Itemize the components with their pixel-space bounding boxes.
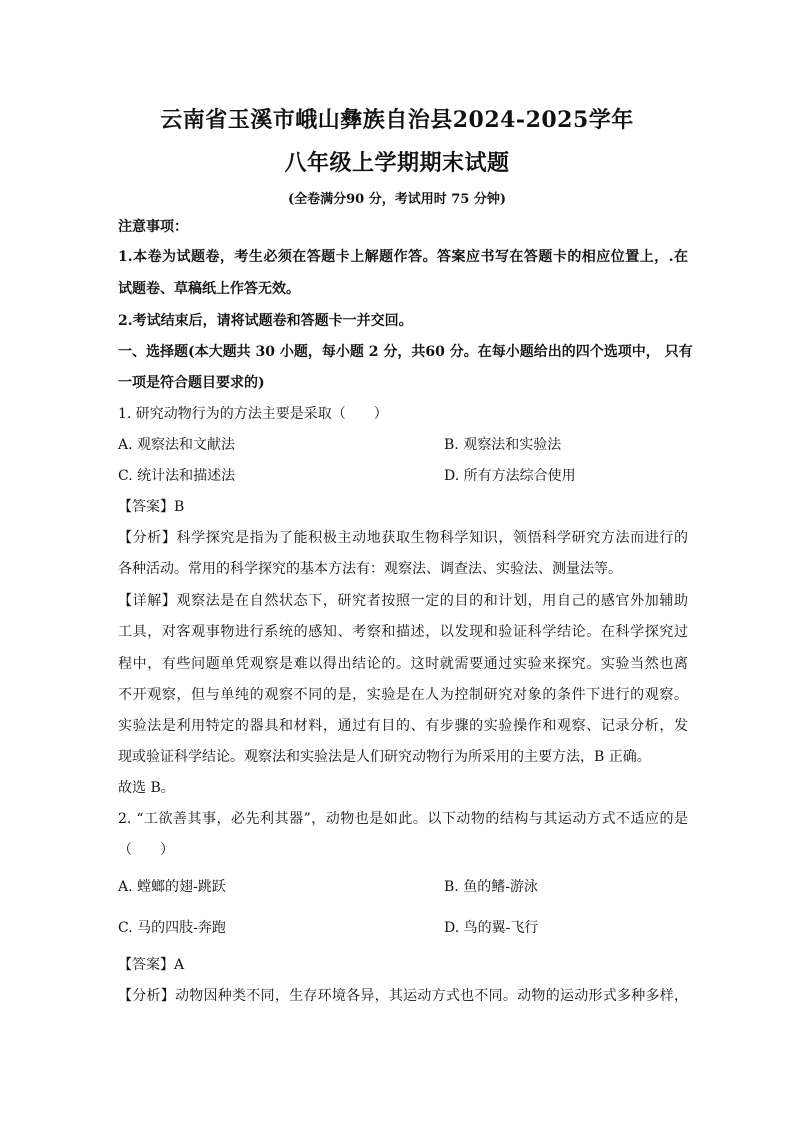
q1-option-c: C. 统计法和描述法 [118,468,236,484]
section1-heading-line1: 一、选择题(本大题共 30 小题，每小题 2 分，共60 分。在每小题给出的四个选项中， 只有 [118,344,693,360]
q1-answer: 【答案】B [118,499,185,515]
q1-detail-line3: 程中，有些问题单凭观察是难以得出结论的。这时就需要通过实验来探究。实验当然也离 [118,656,688,672]
notes-heading: 注意事项： [118,219,188,235]
q2-option-b: B. 鱼的鳍-游泳 [444,879,538,895]
q1-analysis-line1: 【分析】科学探究是指为了能积极主动地获取生物科学知识，领悟科学研究方法而进行的 [118,530,688,546]
exam-title-line1: 云南省玉溪市峨山彝族自治县2024-2025学年 [160,107,634,133]
q2-stem-line1: 2. “工欲善其事，必先利其器”，动物也是如此。以下动物的结构与其运动方式不适应的是 [118,811,688,827]
q2-option-a: A. 螳螂的翅-跳跃 [118,879,226,895]
q1-stem: 1. 研究动物行为的方法主要是采取（ ） [118,406,388,422]
exam-title-line2: 八年级上学期期末试题 [284,150,510,176]
section1-heading-line2: 一项是符合题目要求的) [118,375,265,391]
q1-detail-line6: 现或验证科学结论。观察法和实验法是人们研究动物行为所采用的主要方法，B 正确。 [118,749,651,765]
q1-analysis-line2: 各种活动。常用的科学探究的基本方法有：观察法、调查法、实验法、测量法等。 [118,561,622,577]
q1-option-a: A. 观察法和文献法 [118,437,236,453]
notes-item1-line1: 1.本卷为试题卷，考生必须在答题卡上解题作答。答案应书写在答题卡的相应位置上，.在 [118,249,688,265]
q1-detail-line1: 【详解】观察法是在自然状态下，研究者按照一定的目的和计划，用自己的感官外加辅助 [118,593,688,609]
q2-option-d: D. 鸟的翼-飞行 [444,920,539,936]
q2-stem-line2: （ ） [118,842,174,858]
q1-conclusion: 故选 B。 [118,780,175,796]
exam-subtitle: (全卷满分90 分，考试用时 75 分钟) [287,192,507,207]
q2-option-c: C. 马的四肢-奔跑 [118,920,226,936]
q1-detail-line5: 实验法是利用特定的器具和材料，通过有目的、有步骤的实验操作和观察、记录分析，发 [118,718,688,734]
notes-item1-line2: 试题卷、草稿纸上作答无效。 [118,281,300,297]
notes-item2: 2.考试结束后，请将试题卷和答题卡一并交回。 [118,313,413,329]
q1-detail-line4: 不开观察，但与单纯的观察不同的是，实验是在人为控制研究对象的条件下进行的观察。 [118,687,688,703]
q1-detail-line2: 工具，对客观事物进行系统的感知、考察和描述，以发现和验证科学结论。在科学探究过 [118,624,688,640]
q1-option-b: B. 观察法和实验法 [444,437,562,453]
q2-analysis-line1: 【分析】动物因种类不同，生存环境各异，其运动方式也不同。动物的运动形式多种多样， [118,988,688,1004]
q1-option-d: D. 所有方法综合使用 [444,468,576,484]
q2-answer: 【答案】A [118,957,185,973]
